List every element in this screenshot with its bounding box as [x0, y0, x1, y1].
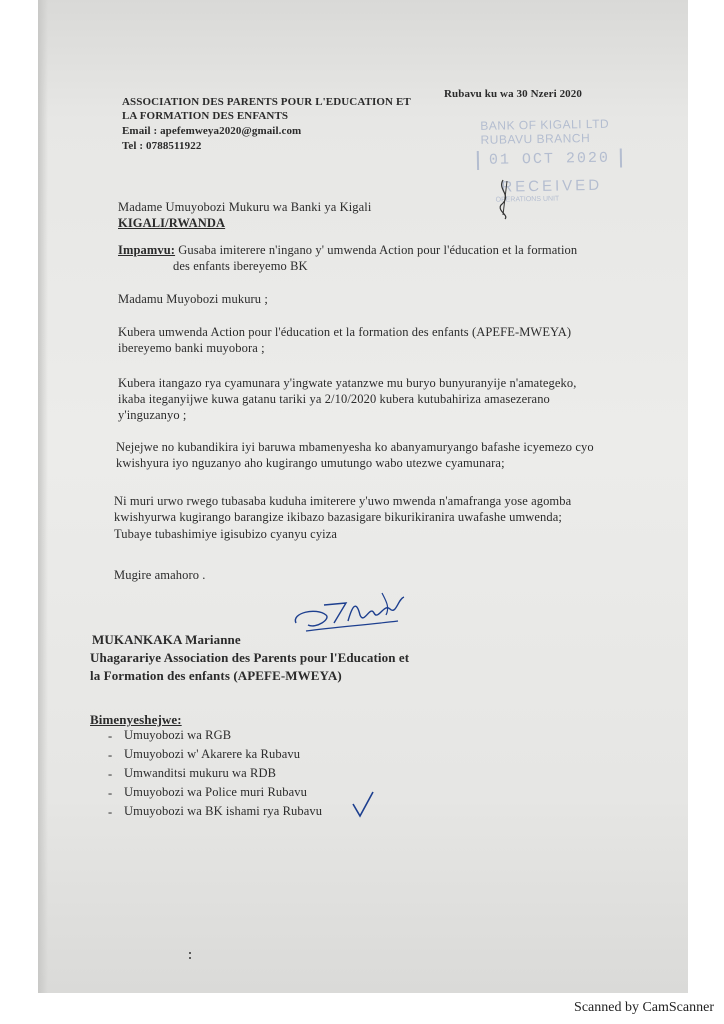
scanner-watermark: Scanned by CamScanner [574, 1000, 714, 1015]
body-p3-line1: Nejejwe no kubandikira iyi baruwa mbamenyesha ko abanyamuryango bafashe icyemezo cyo [116, 440, 594, 454]
stamp-bank-name: BANK OF KIGALI LTD [480, 116, 610, 133]
body-p4-line3: Tubaye tubashimiye igisubizo cyanyu cyiza [114, 527, 338, 541]
cc-item-4: Umuyobozi wa Police muri Rubavu [124, 785, 307, 799]
body-p3-line2: kwishyura iyo nguzanyo aho kugirango umutungo wabo utezwe cyamunara; [116, 456, 505, 470]
subject-label: Impamvu: [118, 243, 176, 257]
body-p1-line2: ibereyemo banki muyobora ; [118, 341, 265, 355]
org-name-line2: LA FORMATION DES ENFANTS [122, 110, 289, 122]
cc-item-1: Umuyobozi wa RGB [124, 728, 232, 742]
body-p2-line3: y'inguzanyo ; [118, 408, 187, 422]
ink-mark-icon [186, 950, 194, 964]
cc-bullet: - [108, 729, 113, 743]
cc-bullet: - [108, 805, 113, 819]
closing: Mugire amahoro . [114, 568, 206, 582]
body-p2-line1: Kubera itangazo rya cyamunara y'ingwate yatanzwe mu buryo bunyuranyije n'amategeko, [118, 376, 577, 390]
recipient-line2: KIGALI/RWANDA [118, 216, 226, 230]
body-p1-line1-text: Kubera umwenda Action pour l'éducation et la formation des enfants (APEFE-MWEYA) [118, 325, 572, 339]
stamp-sub: OPERATIONS UNIT [495, 195, 560, 204]
body-p2-line2: ikaba iteganyijwe kuwa gatanu tariki ya 2/10/2020 kubera kutubahiriza amasezerano [118, 392, 550, 406]
place-date: Rubavu ku wa 30 Nzeri 2020 [444, 88, 582, 100]
subject-line2: des enfants ibereyemo BK [173, 259, 308, 273]
signatory-name: MUKANKAKA Marianne [92, 632, 241, 647]
org-email: Email : apefemweya2020@gmail.com [122, 125, 302, 137]
org-phone: Tel : 0788511922 [122, 140, 202, 152]
scanned-page [38, 0, 688, 993]
subject-line1 [118, 243, 577, 258]
cc-item-5: Umuyobozi wa BK ishami rya Rubavu [124, 804, 323, 818]
stamp-branch: RUBAVU BRANCH [480, 131, 591, 147]
signatory-role-line1: Uhagarariye Association des Parents pour l'Education et [90, 650, 410, 665]
signatory-role-line2: la Formation des enfants (APEFE-MWEYA) [90, 668, 342, 683]
signature-icon [286, 585, 416, 640]
stamp-received: RECEIVED [501, 176, 603, 196]
cc-title: Bimenyeshejwe: [90, 712, 182, 727]
received-stamp [440, 106, 627, 221]
recipient-line1: Madame Umuyobozi Mukuru wa Banki ya Kigali [118, 200, 372, 214]
body-p4-line2: kwishyurwa kugirango barangize ikibazo bazasigare bikurikiranira uwafashe umwenda; [114, 510, 562, 524]
body-p1-line1 [118, 325, 571, 340]
cc-bullet: - [108, 786, 113, 800]
stamp-date: 01 OCT 2020 [477, 148, 622, 170]
checkmark-icon [350, 790, 376, 820]
initial-mark-icon [493, 175, 523, 220]
subject-text1: Gusaba imiterere n'ingano y' umwenda Action pour l'éducation et la formation [175, 243, 578, 257]
org-name-line1: ASSOCIATION DES PARENTS POUR L'EDUCATION ET [122, 96, 411, 108]
cc-bullet: - [108, 748, 113, 762]
cc-item-3: Umwanditsi mukuru wa RDB [124, 766, 277, 780]
body-p4-line1: Ni muri urwo rwego tubasaba kuduha imiterere y'uwo mwenda n'amafranga yose agomba [114, 494, 572, 508]
cc-item-2: Umuyobozi w' Akarere ka Rubavu [124, 747, 301, 761]
cc-bullet: - [108, 767, 113, 781]
salutation: Madamu Muyobozi mukuru ; [118, 292, 268, 306]
